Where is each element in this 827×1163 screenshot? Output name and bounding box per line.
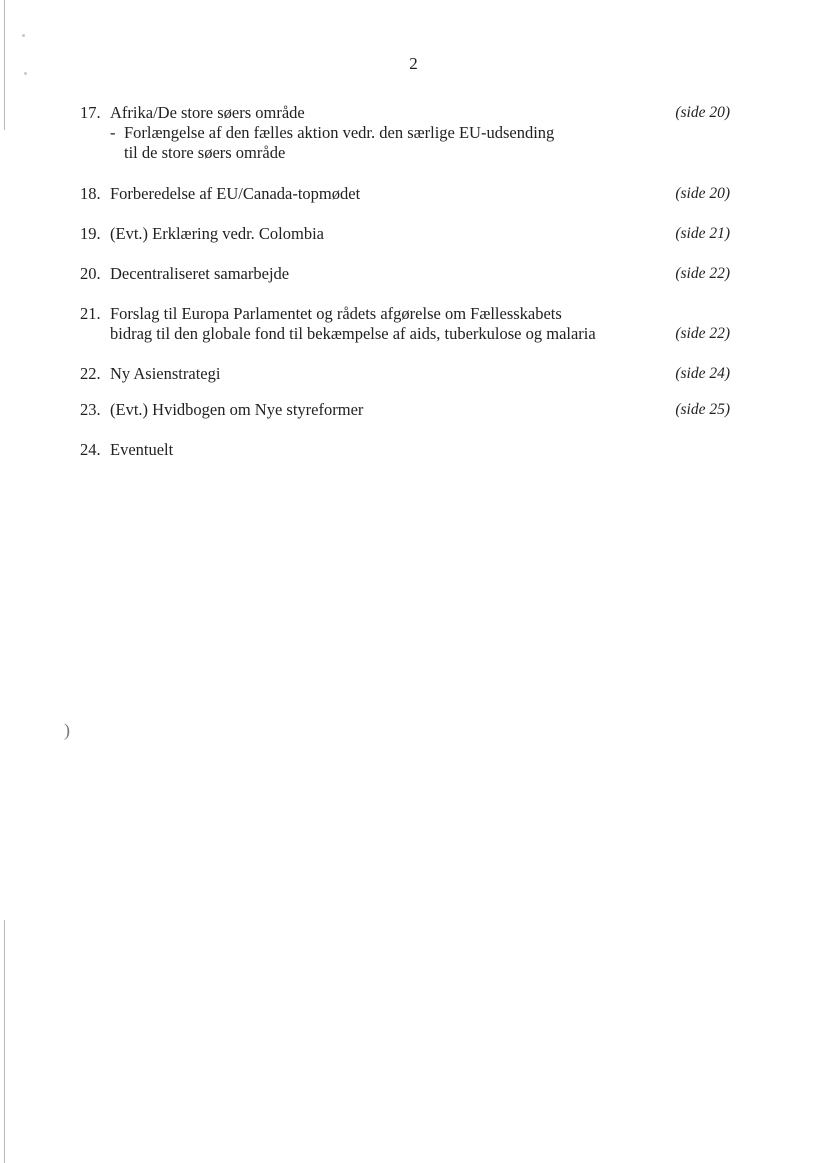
page-reference: (side 20) <box>675 185 730 202</box>
item-number: 21. <box>80 304 101 323</box>
item-title: (Evt.) Hvidbogen om Nye styreformer <box>110 400 364 419</box>
agenda-item-20 <box>80 264 730 284</box>
agenda-item-22 <box>80 364 730 384</box>
page-reference: (side 25) <box>675 401 730 418</box>
subitem-text <box>124 123 554 163</box>
item-number: 18. <box>80 184 101 203</box>
item-title: Decentraliseret samarbejde <box>110 264 290 283</box>
page-reference: (side 22) <box>675 325 730 342</box>
agenda-subitem <box>110 123 610 163</box>
page-reference: (side 21) <box>675 225 730 242</box>
item-title: Afrika/De store søers område <box>110 103 305 122</box>
agenda-item-17 <box>80 103 730 123</box>
item-number: 22. <box>80 364 101 383</box>
page-number: 2 <box>409 54 418 73</box>
item-title: Ny Asienstrategi <box>110 364 221 383</box>
item-number: 17. <box>80 103 101 122</box>
item-title-line-1: Forslag til Europa Parlamentet og rådets afgørelse om Fællesskabets <box>110 304 562 323</box>
agenda-item-21 <box>80 304 730 344</box>
subitem-line-1: Forlængelse af den fælles aktion vedr. den særlige EU-udsending <box>124 123 555 142</box>
item-number: 23. <box>80 400 101 419</box>
item-title-line-2: bidrag til den globale fond til bekæmpelse af aids, tuberkulose og malaria <box>110 324 596 343</box>
page-reference: (side 24) <box>675 365 730 382</box>
agenda-item-19 <box>80 224 730 244</box>
page-reference: (side 22) <box>675 265 730 282</box>
page-edge-line <box>4 920 5 1163</box>
page-reference: (side 20) <box>675 104 730 121</box>
item-title: Eventuelt <box>110 440 174 459</box>
agenda-item-18 <box>80 184 730 204</box>
subitem-line-2: til de store søers område <box>124 143 286 162</box>
item-number: 19. <box>80 224 101 243</box>
item-title <box>110 304 670 344</box>
item-number: 20. <box>80 264 101 283</box>
agenda-list <box>80 103 730 460</box>
item-number: 24. <box>80 440 101 459</box>
agenda-item-24 <box>80 440 730 460</box>
item-title: Forberedelse af EU/Canada-topmødet <box>110 184 361 203</box>
scan-speck <box>22 34 25 37</box>
item-title: (Evt.) Erklæring vedr. Colombia <box>110 224 325 243</box>
agenda-item-23 <box>80 400 730 420</box>
subitem-dash: - <box>110 123 116 142</box>
stray-scan-mark: ) <box>64 720 70 740</box>
